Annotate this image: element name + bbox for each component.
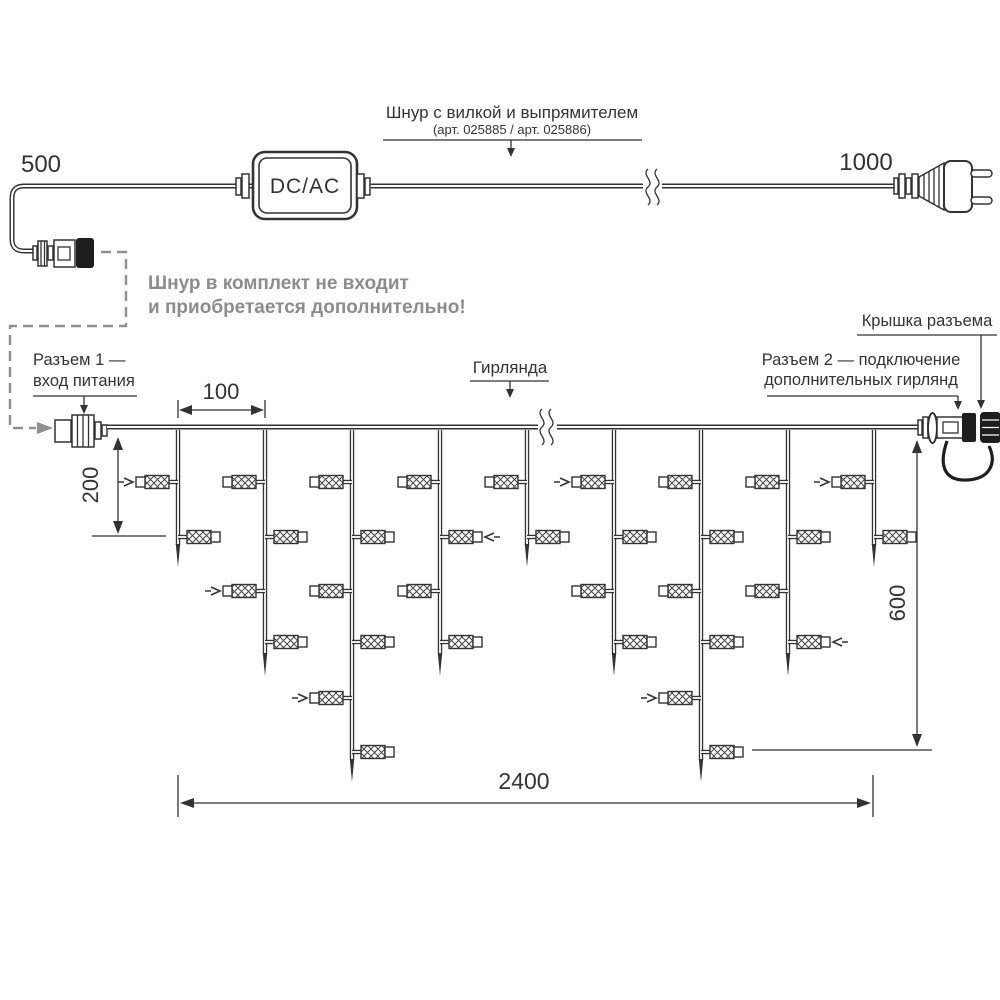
cord-output-connector <box>33 238 94 268</box>
drop-tip <box>612 653 616 676</box>
lamp-body <box>449 531 473 544</box>
garland-assembly <box>33 312 1000 817</box>
output-connector <box>918 412 1000 480</box>
connector2-label-line1: Разъем 2 — подключение <box>761 351 961 369</box>
lamp-body <box>274 531 298 544</box>
lamp-cap <box>734 532 743 542</box>
lamp-body <box>668 585 692 598</box>
lamp-body <box>841 476 865 489</box>
dim-200-label: 200 <box>78 466 103 504</box>
lamp-cap <box>734 637 743 647</box>
lamp-body <box>361 636 385 649</box>
flash-arrow-icon <box>118 478 133 486</box>
lamp-body <box>755 476 779 489</box>
lamp-body <box>361 531 385 544</box>
lamp-body <box>494 476 518 489</box>
lamp-cap <box>211 532 220 542</box>
lamp-cap <box>647 532 656 542</box>
lamp-cap <box>485 477 494 487</box>
lamp-body <box>668 476 692 489</box>
connector1-label-line1: Разъем 1 — <box>33 351 126 369</box>
lamp-body <box>755 585 779 598</box>
lamp-cap <box>821 637 830 647</box>
dashed-guide-path <box>10 252 126 428</box>
lamp-body <box>361 746 385 759</box>
lamp-cap <box>560 532 569 542</box>
lamp-cap <box>385 747 394 757</box>
lamp-cap <box>385 532 394 542</box>
lamp-cap <box>659 586 668 596</box>
lamp-body <box>797 636 821 649</box>
lamp-cap <box>572 586 581 596</box>
lamp-body <box>710 746 734 759</box>
lamp-cap <box>572 477 581 487</box>
dimension-2400 <box>178 768 873 817</box>
cord-subtitle: (арт. 025885 / арт. 025886) <box>432 122 592 137</box>
drop-tip <box>525 544 529 567</box>
lamp-body <box>668 692 692 705</box>
lamp-body <box>319 585 343 598</box>
lamp-body <box>581 476 605 489</box>
lamp-cap <box>298 637 307 647</box>
flash-arrow-icon <box>205 587 220 595</box>
lamp-body <box>710 531 734 544</box>
lamp-body <box>407 585 431 598</box>
lamp-cap <box>746 477 755 487</box>
drop-tip <box>350 759 354 782</box>
lamp-cap <box>310 477 319 487</box>
lamp-body <box>407 476 431 489</box>
lamp-body <box>232 585 256 598</box>
input-connector <box>55 415 107 447</box>
cord-title: Шнур с вилкой и выпрямителем <box>385 103 639 122</box>
cap-label: Крышка разъема <box>861 312 993 330</box>
lamp-cap <box>310 586 319 596</box>
lamp-body <box>449 636 473 649</box>
note-line2: и приобретается дополнительно! <box>148 297 466 318</box>
drop-tip <box>263 653 267 676</box>
lamp-cap <box>223 477 232 487</box>
lamp-cap <box>310 693 319 703</box>
dashed-arrowhead <box>37 422 53 434</box>
lamp-cap <box>659 477 668 487</box>
drop-tip <box>438 653 442 676</box>
dim-1000-label: 1000 <box>839 149 893 176</box>
lamp-body <box>581 585 605 598</box>
icicle-drops <box>118 430 916 782</box>
lamp-cap <box>821 532 830 542</box>
connector1-label-line2: вход питания <box>33 372 135 390</box>
lamp-body <box>145 476 169 489</box>
lamp-cap <box>398 477 407 487</box>
lamp-body <box>187 531 211 544</box>
lamp-body <box>319 476 343 489</box>
drop-tip <box>872 544 876 567</box>
lamp-body <box>623 531 647 544</box>
lamp-body <box>710 636 734 649</box>
lamp-body <box>274 636 298 649</box>
flash-arrow-icon <box>554 478 569 486</box>
lamp-cap <box>647 637 656 647</box>
lamp-body <box>536 531 560 544</box>
flash-arrow-icon <box>292 694 307 702</box>
lamp-cap <box>832 477 841 487</box>
lamp-body <box>623 636 647 649</box>
lamp-cap <box>907 532 916 542</box>
garland-label: Гирлянда <box>472 358 548 377</box>
lamp-body <box>883 531 907 544</box>
dim-500-label: 500 <box>20 151 62 178</box>
cap-tether <box>943 441 992 480</box>
dimension-100 <box>178 379 265 418</box>
flash-arrow-icon <box>833 638 848 646</box>
dim-600-label: 600 <box>885 584 910 622</box>
euro-plug <box>894 161 992 212</box>
lamp-cap <box>473 637 482 647</box>
lamp-cap <box>734 747 743 757</box>
lamp-cap <box>398 586 407 596</box>
drop-tip <box>699 759 703 782</box>
dcac-label: DC/AC <box>269 175 341 198</box>
lamp-cap <box>136 477 145 487</box>
lamp-cap <box>473 532 482 542</box>
lamp-cap <box>385 637 394 647</box>
lamp-cap <box>223 586 232 596</box>
flash-arrow-icon <box>814 478 829 486</box>
lamp-body <box>797 531 821 544</box>
dcac-converter <box>236 152 370 219</box>
lamp-body <box>319 692 343 705</box>
cord-cable-left <box>12 186 253 251</box>
drop-tip <box>786 653 790 676</box>
connector-cap <box>980 412 1000 443</box>
lamp-cap <box>659 693 668 703</box>
cable-break-icon <box>646 169 659 205</box>
drop-tip <box>176 544 180 567</box>
connector2-label-line2: дополнительных гирлянд <box>764 371 958 389</box>
flash-arrow-icon <box>641 694 656 702</box>
dim-2400-label: 2400 <box>498 768 550 794</box>
lamp-body <box>232 476 256 489</box>
note-line1: Шнур в комплект не входит <box>148 273 409 294</box>
flash-arrow-icon <box>485 533 500 541</box>
garland-break-icon <box>540 409 553 445</box>
lamp-cap <box>298 532 307 542</box>
lamp-cap <box>746 586 755 596</box>
dim-100-label: 100 <box>202 379 240 404</box>
